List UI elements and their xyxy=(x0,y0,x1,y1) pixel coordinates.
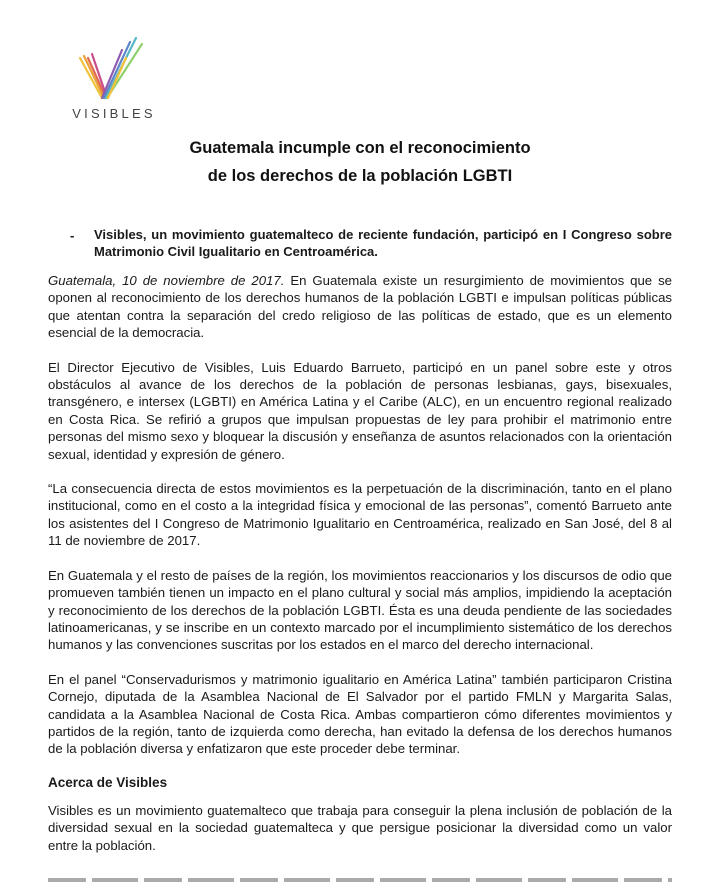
visibles-v-logo-icon xyxy=(78,36,148,102)
about-paragraph: Visibles es un movimiento guatemalteco que trabaja para conseguir la plena inclusión de población de la diversidad sexual en la sociedad guatemalteca y que persigue posicionar la diversidad como un valor entre la población. xyxy=(48,802,672,853)
paragraph-3: “La consecuencia directa de estos movimientos es la perpetuación de la discriminación, tanto en el plano institucional, como en el costo a la integridad física y emocional de las personas”, comentó Barrueto ante los asistentes del I Congreso de Matrimonio Igualitario en Centroamérica, realizado en San José, del 8 al 11 de noviembre de 2017. xyxy=(48,481,672,549)
paragraph-2: El Director Ejecutivo de Visibles, Luis Eduardo Barrueto, participó en un panel sobre este y otros obstáculos al avance de los derechos de la población de personas lesbianas, gays, bisexuales, transgénero, e intersex (LGBTI) en América Latina y el Caribe (ALC), en un encuentro regional realizado en Costa Rica. Se refirió a grupos que impulsan propuestas de ley para prohibir el matrimonio entre personas del mismo sexo y bloquear la discusión y enseñanza de asuntos relacionados con la orientación sexual, identidad y expresión de género. xyxy=(48,359,672,462)
title-line-2: de los derechos de la población LGBTI xyxy=(207,167,513,185)
title-line-1: Guatemala incumple con el reconocimiento xyxy=(189,139,531,157)
truncated-text-line xyxy=(48,872,672,882)
logo-wordmark: VISIBLES xyxy=(72,106,156,121)
dateline: Guatemala, 10 de noviembre de 2017. xyxy=(48,273,285,288)
article-body xyxy=(48,272,672,871)
visibles-logo xyxy=(64,36,164,126)
paragraph-1 xyxy=(48,272,672,342)
paragraph-5: En el panel “Conservadurismos y matrimonio igualitario en América Latina” también participaron Cristina Cornejo, diputada de la Asamblea Nacional de El Salvador por el partido FMLN y Margarita Salas, candidata a la Asamblea Nacional de Costa Rica. Ambas compartieron cómo diferentes movimientos y partidos de la región, tanto de izquierda como derecha, han evitado la defensa de los derechos humanos de la población diversa y enfatizaron que este proceder debe terminar. xyxy=(48,671,672,757)
subtitle-bullet: Visibles, un movimiento guatemalteco de reciente fundación, participó en I Congreso sobre Matrimonio Civil Igualitario en Centroamérica. xyxy=(94,227,672,259)
about-heading: Acerca de Visibles xyxy=(48,774,168,790)
paragraph-1-text: En Guatemala existe un resurgimiento de movimientos que se oponen al reconocimiento de los derechos humanos de la población LGBTI e impulsan políticas públicas que atentan contra la separación del credo religioso de las políticas de estado, que es un elemento esencial de la democracia. xyxy=(48,273,672,341)
page-title xyxy=(0,134,720,190)
bullet-dash: - xyxy=(70,228,75,243)
paragraph-4: En Guatemala y el resto de países de la región, los movimientos reaccionarios y los discursos de odio que promueven también tienen un impacto en el plano cultural y social más amplios, impidiendo la aceptación y reconocimiento de los derechos de la población LGBTI. Ésta es una deuda pendiente de las sociedades latinoamericanas, y se inscribe en un contexto marcado por el incumplimiento sistemático de los derechos humanos y las convenciones suscritas por los estados en el marco del derecho internacional. xyxy=(48,567,672,653)
